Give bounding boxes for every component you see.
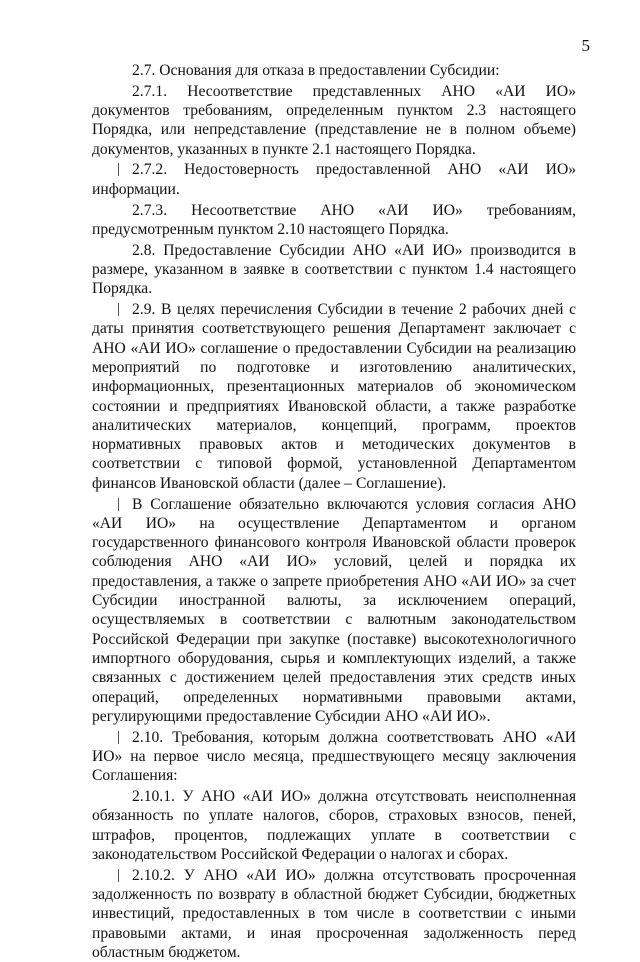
paragraph-text: 2.10. Требования, которым должна соответствовать АНО «АИ ИО» на первое число месяца, предшествующего месяцу заключения Соглашения:: [92, 728, 576, 785]
paragraph-2-10-1: 2.10.1. У АНО «АИ ИО» должна отсутствовать неисполненная обязанность по уплате налогов, сборов, страховых взносов, пеней, штрафов, процентов, подлежащих уплате в соответствии с законодательством Российской Федерации о налогах и сборах.: [92, 787, 576, 863]
page-number: 5: [581, 36, 590, 55]
paragraph-2-10-2: [92, 866, 576, 962]
margin-mark: [118, 303, 119, 316]
margin-mark: [118, 498, 119, 511]
document-body: [92, 61, 576, 962]
paragraph-2-7: 2.7. Основания для отказа в предоставлении Субсидии:: [132, 62, 500, 79]
paragraph-2-8: 2.8. Предоставление Субсидии АНО «АИ ИО» производится в размере, указанном в заявке в соответствии с пунктом 1.4 настоящего Порядка.: [92, 241, 576, 298]
paragraph-text: 2.7.2. Недостоверность предоставленной АНО «АИ ИО» информации.: [92, 161, 576, 198]
paragraph-2-9: [92, 300, 576, 493]
margin-mark: [118, 731, 119, 744]
paragraph-2-10: [92, 728, 576, 786]
margin-mark: [118, 163, 119, 176]
paragraph-text: 2.10.2. У АНО «АИ ИО» должна отсутствовать просроченная задолженность по возврату в областной бюджет Субсидии, бюджетных инвестиций, предоставленных в том числе в соответствии с иными правовыми актами, и иная просроченная задолженность перед областным бюджетом.: [92, 866, 576, 961]
paragraph-2-7-3: 2.7.3. Несоответствие АНО «АИ ИО» требованиям, предусмотренным пунктом 2.10 настоящего Порядка.: [92, 201, 576, 238]
paragraph-text: В Соглашение обязательно включаются условия согласия АНО «АИ ИО» на осуществление Департаментом и органом государственного финансового контроля Ивановской области проверок соблюдения АНО «АИ ИО» условий, целей и порядка их предоставления, а также о запрете приобретения АНО «АИ ИО» за счет Субсидии иностранной валюты, за исключением операций, осуществляемых в соответствии с валютным законодательством Российской Федерации при закупке (поставке) высокотехнологичного импортного оборудования, сырья и комплектующих изделий, а также связанных с достижением целей предоставления этих средств иных операций, определенных нормативными правовыми актами, регулирующими предоставление Субсидии АНО «АИ ИО».: [92, 495, 576, 725]
paragraph-text: 2.9. В целях перечисления Субсидии в течение 2 рабочих дней с даты принятия соответствующего решения Департамент заключает с АНО «АИ ИО» соглашение о предоставлении Субсидии на реализацию мероприятий по подготовке и изготовлению аналитических, информационных, презентационных материалов об экономическом состоянии и предприятиях Ивановской области, а также разработке аналитических материалов, концепций, программ, проектов нормативных правовых актов и методических документов в соответствии с типовой формой, установленной Департаментом финансов Ивановской области (далее – Соглашение).: [92, 301, 576, 492]
paragraph-soglashenie: [92, 495, 576, 727]
paragraph-2-7-1: 2.7.1. Несоответствие представленных АНО «АИ ИО» документов требованиям, определенным пунктом 2.3 настоящего Порядка, или непредставление (представление не в полном объеме) документов, указанных в пункте 2.1 настоящего Порядка.: [92, 82, 576, 158]
paragraph-2-7-2: [92, 160, 576, 199]
margin-mark: [118, 869, 119, 882]
